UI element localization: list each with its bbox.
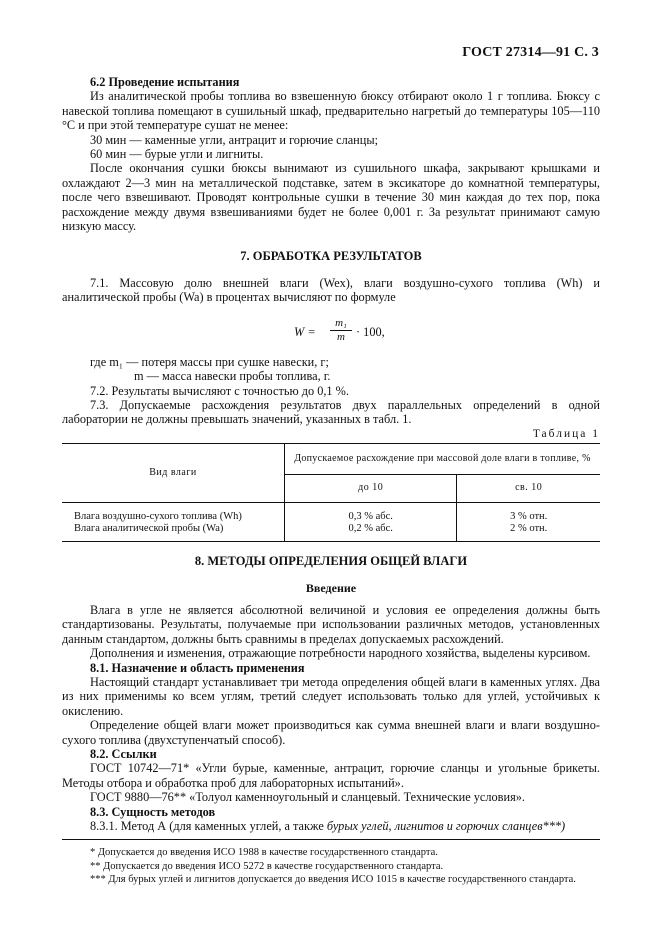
section-6-2-paragraph: После окончания сушки бюксы вынимают из сушильного шкафа, закрывают крышками и охлаждают 2—3 мин на металлической подставке, затем в эксикаторе до комнатной температуры, после чего взвешивают. Проводят контрольные сушки в течение 30 мин каждая до тех пор, пока расхождение между двумя взвешиваниями будет не более 0,001 г. За результат принимают самую низкую массу.: [62, 161, 600, 234]
formula-numerator: m₁: [330, 317, 352, 331]
formula-denominator: m: [337, 330, 345, 343]
footnote: *** Для бурых углей и лигнитов допускается до введения ИСО 1015 в качестве государственного стандарта.: [90, 874, 576, 886]
footnotes: [62, 839, 600, 887]
footnote: * Допускается до введения ИСО 1988 в качестве государственного стандарта.: [90, 847, 438, 859]
section-8-1-paragraph: Настоящий стандарт устанавливает три метода определения общей влаги в каменных углях. Два из них применимы ко всем углям, третий следует использовать только для углей, устойчивых к окислению.: [62, 674, 600, 718]
table-cell-value: 3 % отн.: [510, 511, 548, 523]
formula-fraction: [330, 317, 352, 344]
table-header-up-to-10: до 10: [285, 475, 457, 503]
introduction-paragraph: Дополнения и изменения, отражающие потребности народного хозяйства, выделены курсивом.: [90, 646, 591, 661]
section-7-2-paragraph: 7.2. Результаты вычисляют с точностью до 0,1 %.: [90, 383, 349, 398]
formula-lhs: W =: [294, 324, 316, 339]
section-8-2-title: 8.2. Ссылки: [90, 747, 157, 761]
section-7-title: 7. ОБРАБОТКА РЕЗУЛЬТАТОВ: [240, 249, 422, 264]
introduction-title: Введение: [305, 580, 357, 595]
section-8-3-1-paragraph: [62, 819, 600, 833]
footnote: ** Допускается до введения ИСО 5272 в качестве государственного стандарта.: [90, 860, 444, 872]
table-row-labels: [62, 503, 285, 542]
formula-where-2: m — масса навески пробы топлива, г.: [134, 369, 331, 384]
section-8-3-title: 8.3. Сущность методов: [90, 804, 216, 819]
table-col-over-10: [457, 503, 600, 542]
table-cell-label: Влага аналитической пробы (Wa): [74, 523, 224, 535]
table-header-moisture-type: Вид влаги: [62, 444, 285, 503]
formula-rhs: · 100,: [356, 324, 385, 339]
section-7-3-paragraph: 7.3. Допускаемые расхождения результатов двух параллельных определений в одной лаборатории не должны превышать значений, указанных в табл. 1.: [62, 397, 600, 427]
table-header-over-10: св. 10: [457, 475, 600, 503]
section-6-2-paragraph: Из аналитической пробы топлива во взвешенную бюксу отбирают около 1 г топлива. Бюксу с навеской топлива помещают в сушильный шкаф, предварительно нагретый до температуры 105—110 °С и при этой температуре сушат не менее:: [62, 89, 600, 133]
section-8-title: 8. МЕТОДЫ ОПРЕДЕЛЕНИЯ ОБЩЕЙ ВЛАГИ: [194, 554, 468, 569]
section-8-1-paragraph: Определение общей влаги может производиться как сумма внешней влаги и влаги воздушно-сухого топлива (двухступенчатый способ).: [62, 718, 600, 747]
table-1: [62, 443, 600, 542]
page-header: ГОСТ 27314—91 С. 3: [462, 45, 599, 60]
section-8-3-1-text: 8.3.1. Метод А (для каменных углей, а также: [90, 819, 327, 834]
moisture-formula: [62, 316, 600, 345]
page-content: [62, 75, 600, 887]
section-8-3-1-italic: бурых углей, лигнитов и горючих сланцев***): [326, 819, 566, 834]
table-cell-value: 0,3 % абс.: [348, 511, 393, 523]
section-7-1-paragraph: 7.1. Массовую долю внешней влаги (Wex), влаги воздушно-сухого топлива (Wh) и аналитической пробы (Wa) в процентах вычисляют по формуле: [62, 275, 600, 305]
table-caption: Таблица 1: [532, 427, 600, 440]
table-cell-value: 0,2 % абс.: [348, 523, 393, 535]
section-6-2-item: 60 мин — бурые угли и лигниты.: [90, 147, 264, 162]
table-header-tolerance: Допускаемое расхождение при массовой доле влаги в топливе, %: [285, 444, 601, 475]
section-6-2-item: 30 мин — каменные угли, антрацит и горючие сланцы;: [90, 132, 379, 147]
section-8-2-reference: ГОСТ 10742—71* «Угли бурые, каменные, антрацит, горючие сланцы и угольные брикеты. Методы отбора и обработка проб для лабораторных испытаний».: [62, 761, 600, 790]
table-col-up-to-10: [285, 503, 457, 542]
formula-where-1: где m₁ — потеря массы при сушке навески, г;: [90, 354, 329, 369]
section-6-2-title: 6.2 Проведение испытания: [90, 75, 240, 89]
table-row: [62, 503, 600, 542]
section-8-2-reference: ГОСТ 9880—76** «Толуол каменноугольный и сланцевый. Технические условия».: [90, 790, 525, 805]
introduction-paragraph: Влага в угле не является абсолютной величиной и условия ее определения должны быть стандартизованы. Результаты, получаемые при использовании различных методов, установленных данным стандартом, должны быть сравнимы в пределах допускаемых расхождений.: [62, 602, 600, 646]
table-cell-value: 2 % отн.: [510, 523, 548, 535]
table-cell-label: Влага воздушно-сухого топлива (Wh): [74, 511, 242, 523]
section-8-1-title: 8.1. Назначение и область применения: [90, 660, 305, 675]
